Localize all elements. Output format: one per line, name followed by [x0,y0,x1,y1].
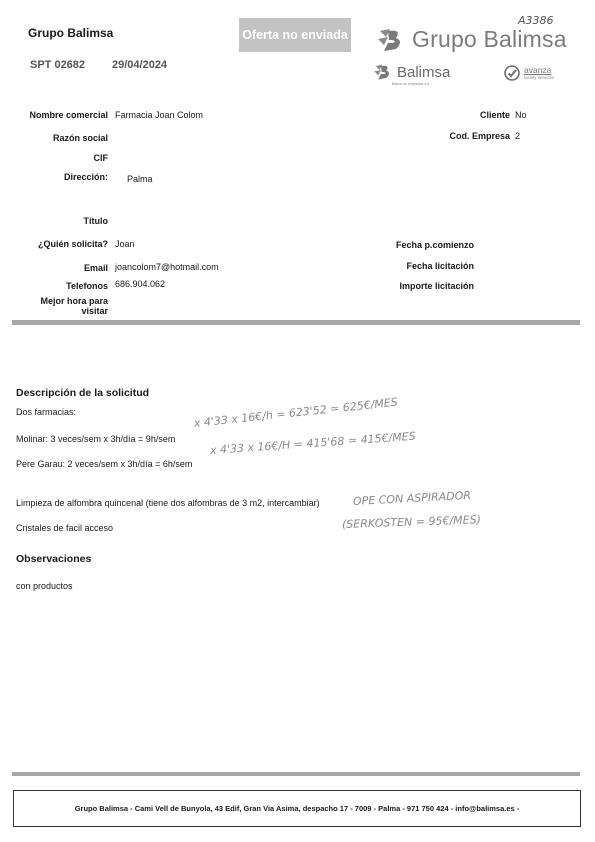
telefonos-value: 686.904.062 [115,279,166,289]
mejor-hora-label-line2: visitar [81,306,108,316]
handwritten-note: OPE CON ASPIRADOR [352,488,472,508]
nombre-comercial-value: Farmacia Joan Colom [115,110,204,120]
description-line: Dos farmacias: [16,407,77,417]
fecha-comienzo-label: Fecha p.comienzo [395,240,474,250]
grupo-balimsa-logo [376,26,567,53]
description-line: Molinar: 3 veces/sem x 3h/día = 9h/sem [16,434,176,444]
quien-solicita-value: Joan [115,239,135,249]
avanza-name: avanza [524,65,552,75]
description-line: Cristales de facil acceso [16,523,114,533]
balimsa-small-icon [373,63,393,81]
importe-licitacion-label: Importe licitación [399,281,474,291]
cod-empresa-value: 2 [515,131,521,141]
email-value: joancolom7@hotmail.com [115,262,219,272]
footer-box [13,790,581,827]
logo-main-text: Grupo Balimsa [412,26,567,52]
balimsa-logo-icon [376,27,406,53]
section-divider [12,320,580,325]
status-badge: Oferta no enviada [239,18,351,52]
direccion-label: Dirección: [63,172,108,182]
observations-title: Observaciones [16,553,92,565]
company-name: Grupo Balimsa [28,26,114,40]
balimsa-logo [373,63,450,81]
logo-sub-text: Balimsa [397,63,451,81]
titulo-label: Título [83,216,108,226]
description-title: Descripción de la solicitud [16,387,150,399]
mejor-hora-label [10,296,108,316]
cliente-value: No [515,110,527,120]
logo-sub-tagline: Balear de empresas s.a. [392,82,430,86]
cod-empresa-label: Cod. Empresa [449,131,510,141]
handwritten-note: x 4'33 x 16€/h = 623'52 ≃ 625€/MES [193,395,399,430]
avanza-tagline: facility services [524,74,555,80]
observations-text: con productos [16,581,73,591]
reference-number: SPT 02682 [30,59,86,71]
footer-divider [12,772,580,776]
avanza-check-icon [504,65,520,81]
direccion-value: Palma [127,174,153,184]
telefonos-label: Telefonos [66,281,108,291]
handwritten-note: (SERKOSTEN = 95€/MES) [341,513,482,531]
handwritten-note: x 4'33 x 16€/H = 415'68 ≃ 415€/MES [209,429,417,457]
razon-social-label: Razón social [52,133,108,143]
footer-text: Grupo Balimsa - Cami Vell de Bunyola, 43 Edif, Gran Via Asima, despacho 17 - 7009 - Palma - 971 750 424 - info@balimsa.es - [74,804,520,813]
email-label: Email [83,263,108,273]
cliente-label: Cliente [479,110,510,120]
quien-solicita-label: ¿Quién solicita? [37,239,108,249]
description-line: Pere Garau: 2 veces/sem x 3h/día = 6h/sem [16,459,193,469]
handwritten-code: A3386 [518,14,554,27]
fecha-licitacion-label: Fecha licitación [406,261,474,271]
nombre-comercial-label: Nombre comercial [29,110,108,120]
document-date: 29/04/2024 [112,59,168,71]
description-line: Limpieza de alfombra quincenal (tiene dos alfombras de 3 m2, intercambiar) [16,498,320,508]
cif-label: CIF [93,153,108,163]
mejor-hora-label-line1: Mejor hora para [40,296,108,306]
avanza-logo [504,65,554,81]
